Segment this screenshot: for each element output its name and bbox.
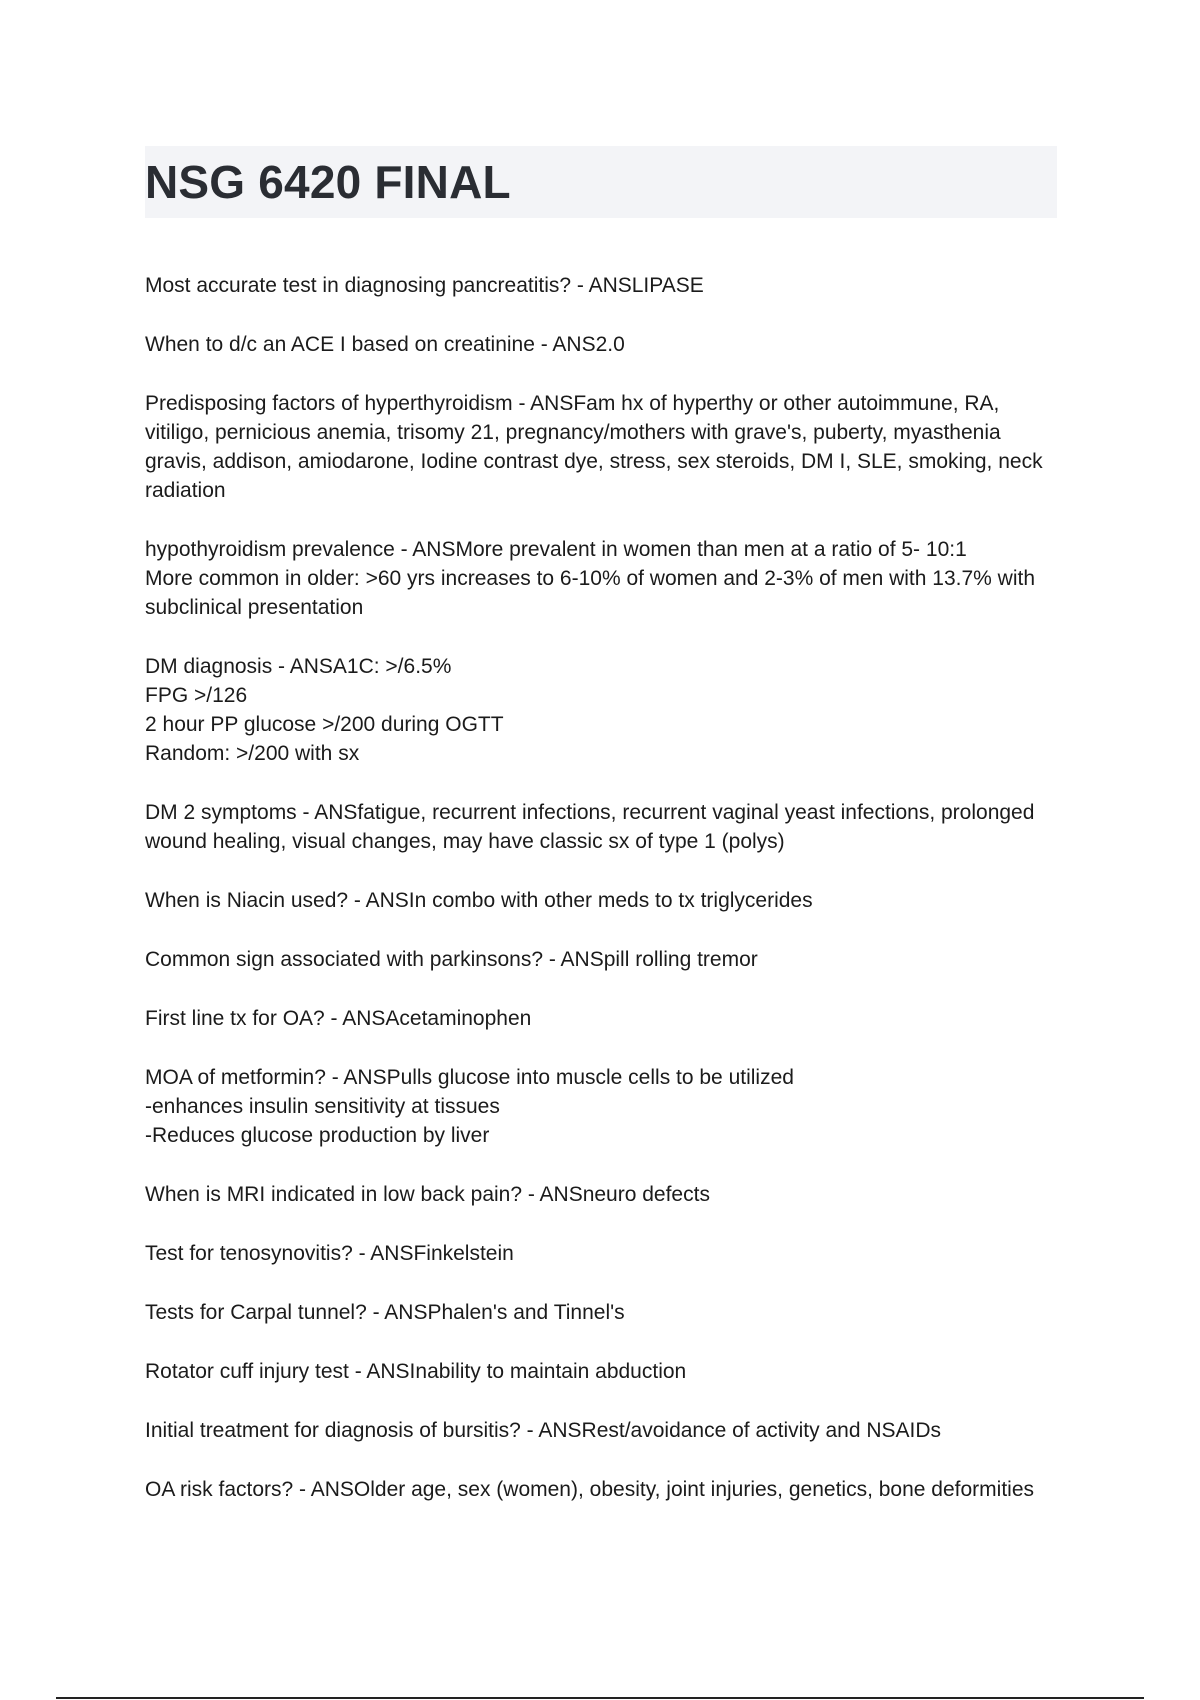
- qa-item: When to d/c an ACE I based on creatinine - ANS2.0: [145, 333, 625, 356]
- qa-item: OA risk factors? - ANSOlder age, sex (women), obesity, joint injuries, genetics, bone deformities: [145, 1478, 1034, 1501]
- page-title: NSG 6420 FINAL: [145, 156, 511, 208]
- qa-item: First line tx for OA? - ANSAcetaminophen: [145, 1007, 532, 1030]
- qa-item: Tests for Carpal tunnel? - ANSPhalen's and Tinnel's: [145, 1301, 625, 1324]
- footer-divider: [56, 1697, 1144, 1699]
- qa-item: MOA of metformin? - ANSPulls glucose into muscle cells to be utilized -enhances insulin sensitivity at tissues -Reduces glucose production by liver: [145, 1066, 794, 1147]
- qa-item: Test for tenosynovitis? - ANSFinkelstein: [145, 1242, 514, 1265]
- qa-item: Common sign associated with parkinsons? - ANSpill rolling tremor: [145, 948, 758, 971]
- qa-item: Most accurate test in diagnosing pancreatitis? - ANSLIPASE: [145, 274, 704, 297]
- qa-item: DM 2 symptoms - ANSfatigue, recurrent infections, recurrent vaginal yeast infections, prolonged wound healing, visual changes, may have classic sx of type 1 (polys): [145, 801, 1035, 853]
- qa-item: Predisposing factors of hyperthyroidism - ANSFam hx of hyperthy or other autoimmune, RA, vitiligo, pernicious anemia, trisomy 21, pregnancy/mothers with grave's, puberty, myasthenia gravis, addison, amiodarone, Iodine contrast dye, stress, sex steroids, DM I, SLE, smoking, neck radiation: [145, 392, 1043, 502]
- qa-list: [145, 271, 1065, 1534]
- qa-item: Initial treatment for diagnosis of bursitis? - ANSRest/avoidance of activity and NSAIDs: [145, 1419, 942, 1442]
- qa-item: When is MRI indicated in low back pain? - ANSneuro defects: [145, 1183, 710, 1206]
- qa-item: DM diagnosis - ANSA1C: >/6.5% FPG >/126 2 hour PP glucose >/200 during OGTT Random: >/200 with sx: [145, 655, 504, 765]
- qa-item: Rotator cuff injury test - ANSInability to maintain abduction: [145, 1360, 687, 1383]
- qa-item: When is Niacin used? - ANSIn combo with other meds to tx triglycerides: [145, 889, 813, 912]
- qa-item: hypothyroidism prevalence - ANSMore prevalent in women than men at a ratio of 5- 10:1 More common in older: >60 yrs increases to 6-10% of women and 2-3% of men with 13.7% with subclinical presentation: [145, 538, 1036, 619]
